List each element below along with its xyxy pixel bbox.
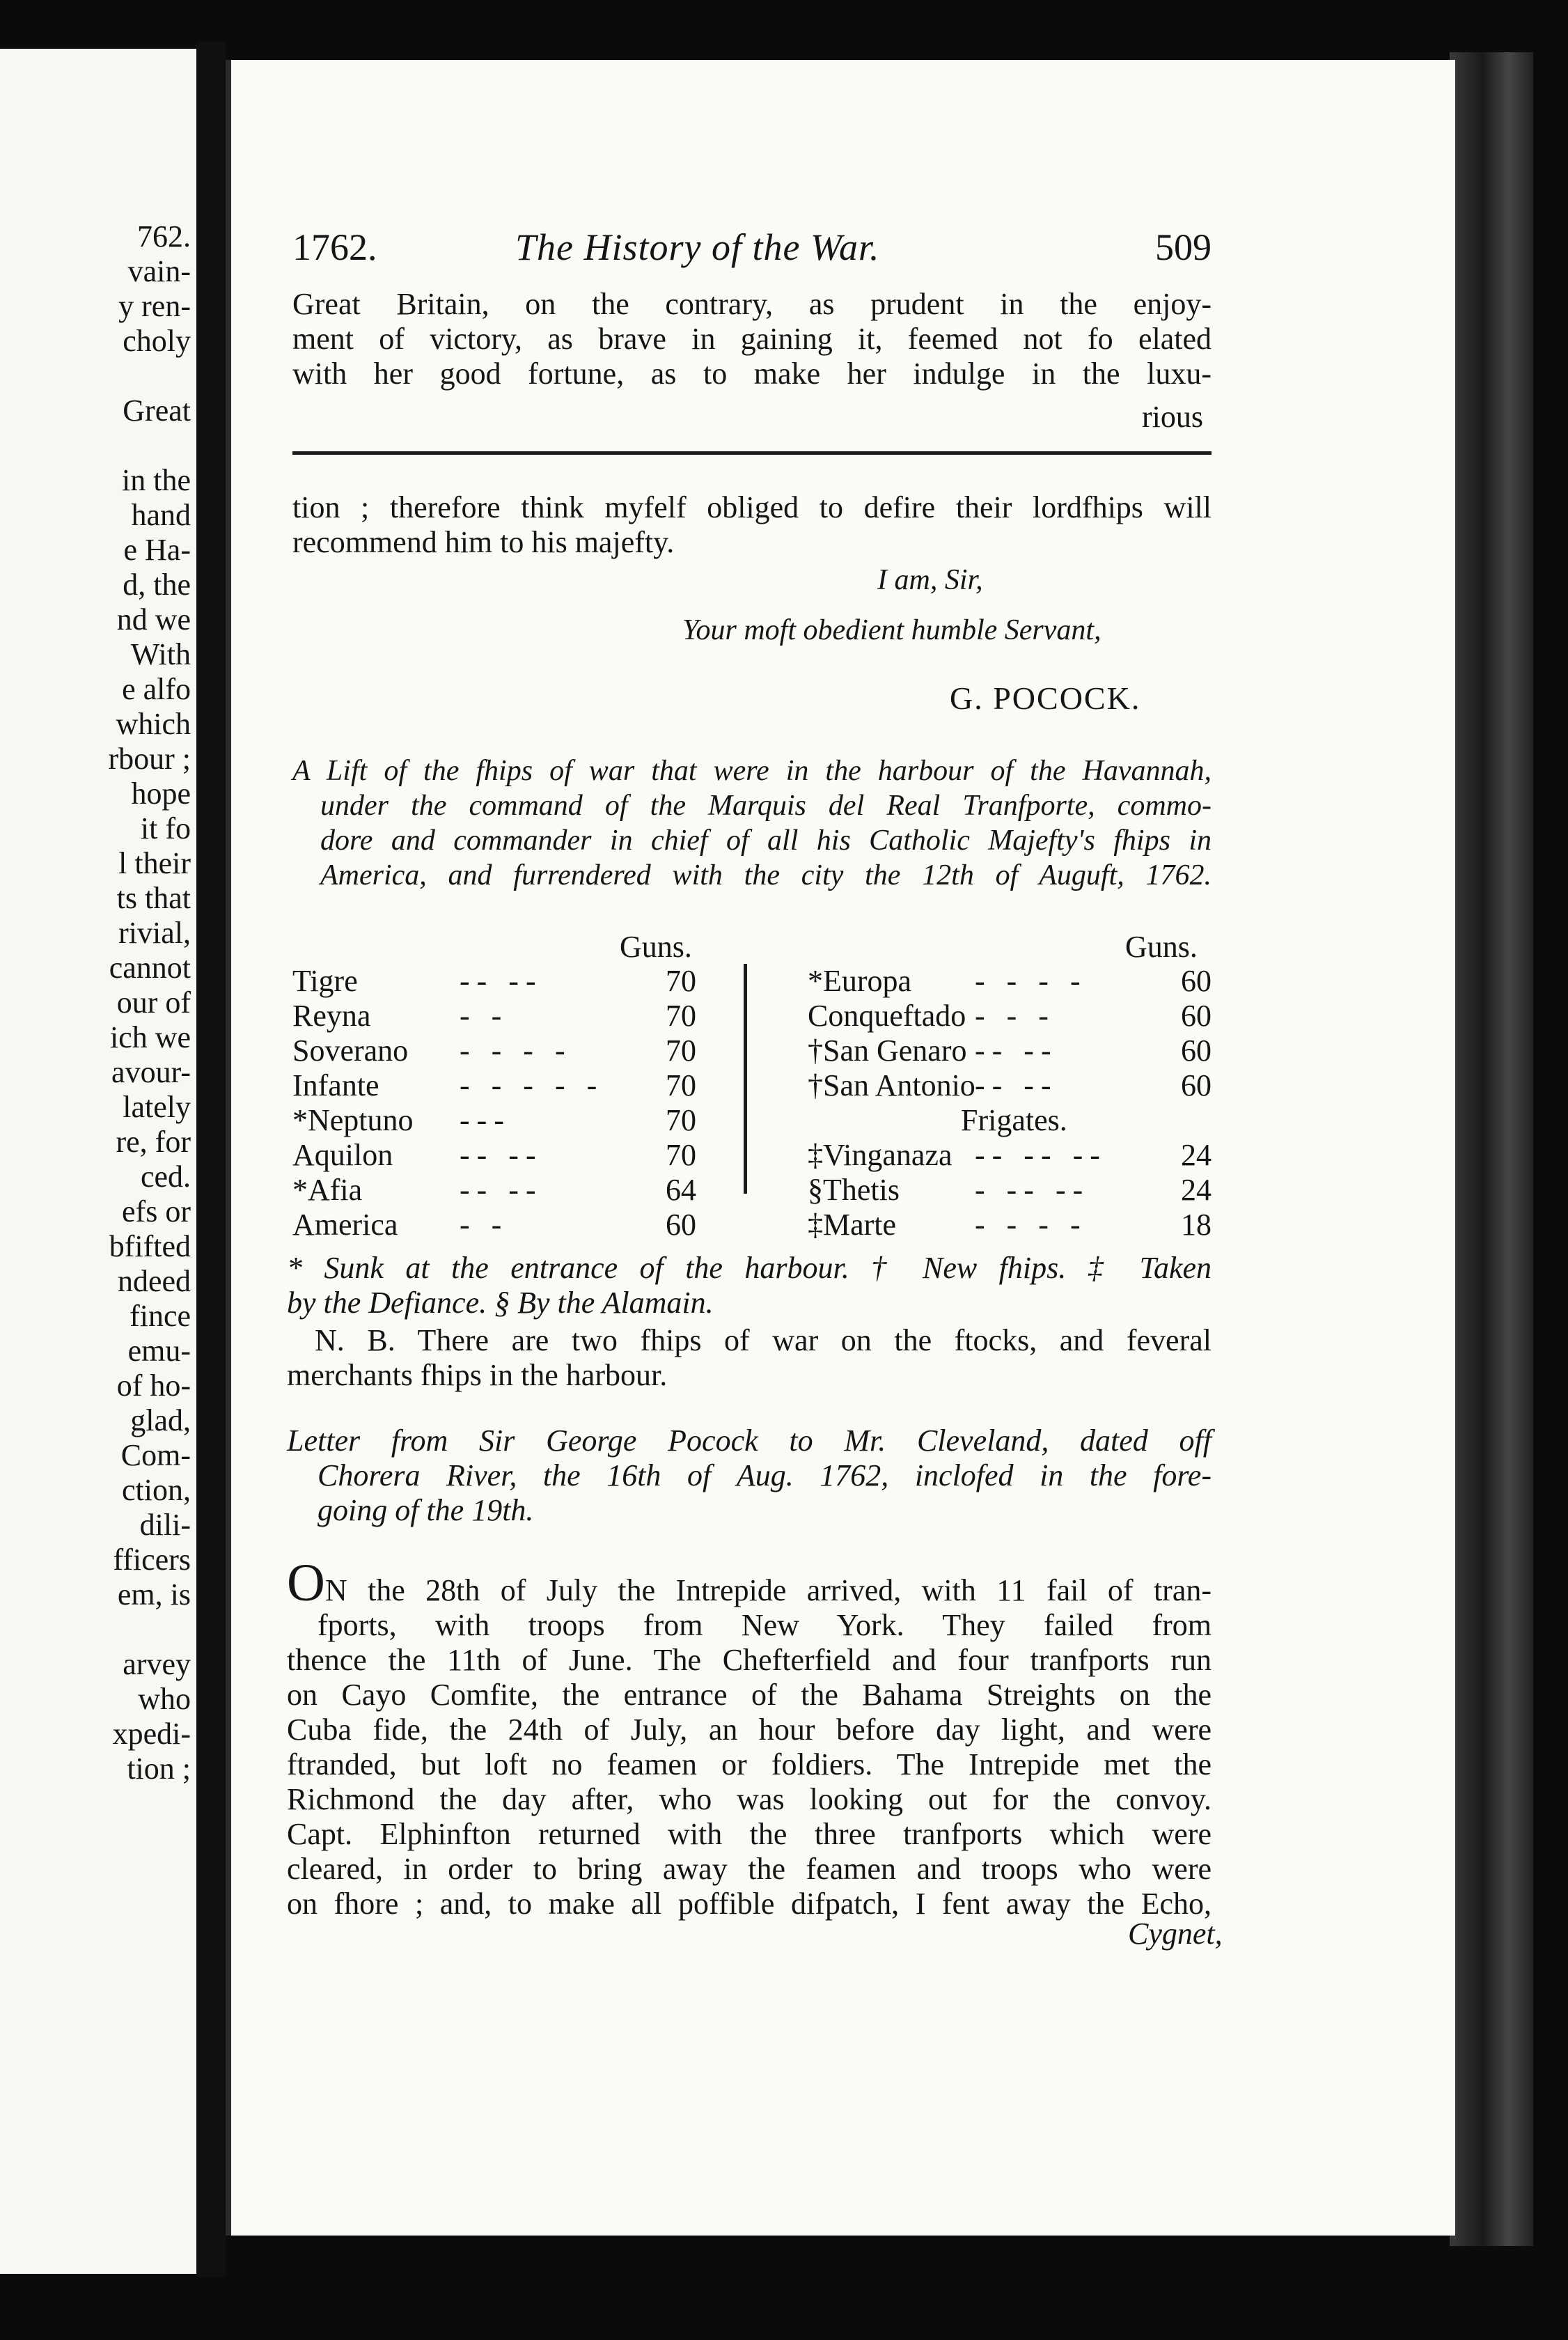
ship-row [808,999,1212,1034]
left-page-fragment-line: hand [131,498,191,532]
leader-dashes: - - - - [975,964,1088,998]
left-page-fragment-line: tion ; [127,1752,191,1786]
ship-list-heading-line: under the command of the Marquis del Real Tranfporte, commo- [320,790,1212,822]
body-line: ftranded, but loft no feamen or foldiers. The Intrepide met the [287,1747,1212,1781]
column-divider [744,964,747,1194]
book-gutter [196,42,226,2277]
leader-dashes: - - - [975,999,1056,1033]
letter-signature: G. POCOCK. [950,680,1141,716]
ship-list-heading-line: America, and furrendered with the city the 12th of Auguft, 1762. [320,859,1212,891]
ship-guns: 60 [1181,999,1212,1033]
letter-heading-line: Chorera River, the 16th of Aug. 1762, inclofed in the fore- [317,1458,1212,1492]
leader-dashes: -- -- [975,1068,1058,1102]
ship-name: †San Genaro [808,1034,967,1068]
left-page-fragment-line: ction, [122,1473,191,1507]
ship-guns: 70 [666,1103,696,1137]
leader-dashes: - - - - - [460,1068,604,1102]
left-page-fragment-line: e Ha- [123,533,191,567]
nota-bene-line: N. B. There are two fhips of war on the ftocks, and feveral [315,1323,1212,1357]
ship-row [808,964,1212,999]
left-page-fragment-line: fficers [113,1543,191,1577]
ships-right-column [808,964,1212,1242]
ship-name: ‡Marte [808,1208,897,1242]
left-page-fragment-line: l their [118,846,191,880]
left-page-fragment-line: fince [130,1299,191,1333]
header-title: The History of the War. [515,226,880,268]
left-page-fragment-line: em, is [117,1577,191,1612]
ship-guns: 60 [1181,1068,1212,1102]
left-page-fragment-line: emu- [127,1334,191,1368]
leader-dashes: - - - - [460,1034,572,1068]
catchword: Cygnet, [1128,1917,1223,1951]
left-page-fragment-line: cannot [109,951,191,985]
ships-of-line-list [808,964,1212,1103]
ship-row [808,1034,1212,1068]
ship-guns: 24 [1181,1173,1212,1207]
ship-guns: 70 [666,1034,696,1068]
footnote-line: by the Defiance. § By the Alamain. [287,1286,714,1320]
left-page-fragment-line: in the [122,463,191,497]
ship-name: Conqueftado [808,999,966,1033]
footnote-line: * Sunk at the entrance of the harbour. † New fhips. ‡ Taken [287,1251,1212,1285]
leader-dashes: --- [460,1103,511,1137]
left-page-fragment-line: rivial, [118,916,191,950]
ship-name: Soverano [292,1034,409,1068]
left-page-fragment-line: ndeed [117,1264,191,1298]
leader-dashes: - - - - [975,1208,1088,1242]
ship-name: America [292,1208,398,1242]
body-line: Richmond the day after, who was looking out for the convoy. [287,1782,1212,1816]
left-page-fragment-line: e alfo [122,672,191,706]
ship-row [292,1068,696,1103]
letter-heading-line: Letter from Sir George Pocock to Mr. Cleveland, dated off [287,1424,1212,1458]
leader-dashes: -- -- [460,1173,543,1207]
nota-bene-line: merchants fhips in the harbour. [287,1358,668,1392]
left-page-fragment-line: dili- [139,1508,191,1542]
left-page-fragment-line: choly [123,324,191,358]
leader-dashes: - -- -- [975,1173,1090,1207]
second-letter-heading [287,1424,1212,1528]
ship-row [808,1068,1212,1103]
left-page-fragment-line: xpedi- [112,1717,191,1751]
top-paragraph-catchword: rious [1142,400,1203,434]
left-page-fragment-line: With [130,637,191,671]
left-page-fragment-line: hope [131,777,191,811]
guns-column-header: Guns. [1125,930,1198,964]
left-page-fragment-line: 762. [137,219,191,254]
left-page-fragment-line: ich we [109,1020,191,1054]
letter-servant: Your moft obedient humble Servant, [682,614,1101,646]
left-page-fragment-line: lately [123,1090,191,1124]
body-line: on Cayo Comfite, the entrance of the Bahama Streights on the [287,1678,1212,1712]
ship-name: §Thetis [808,1173,900,1207]
body-line: cleared, in order to bring away the feamen and troops who were [287,1852,1212,1886]
guns-column-header: Guns. [620,930,692,964]
ship-name: †San Antonio [808,1068,975,1102]
ship-name: Infante [292,1068,379,1102]
ship-row [808,1138,1212,1173]
left-page-fragment-line: nd we [116,602,191,637]
ship-name: Tigre [292,964,358,998]
header-year: 1762. [292,226,377,268]
left-page-fragment-line: efs or [122,1194,191,1228]
ship-guns: 60 [1181,1034,1212,1068]
left-page-fragment [0,49,196,2274]
body-line: thence the 11th of June. The Chefterfield and four tranfports run [287,1643,1212,1677]
leader-dashes: -- -- -- [975,1138,1107,1172]
leader-dashes: -- -- [460,1138,543,1172]
ship-row [292,1034,696,1068]
ship-guns: 70 [666,964,696,998]
left-page-fragment-line: bfifted [109,1229,191,1263]
frigates-label: Frigates. [961,1103,1067,1137]
page-edge [1450,52,1533,2246]
left-page-fragment-line: glad, [130,1403,191,1437]
frigates-list [808,1138,1212,1242]
second-letter-body [287,1554,1212,1921]
ship-row [292,1208,696,1242]
top-paragraph-line: with her good fortune, as to make her indulge in the luxu- [292,357,1212,391]
body-line: Cuba fide, the 24th of July, an hour before day light, and were [287,1713,1212,1747]
body-line: Capt. Elphinfton returned with the three tranfports which were [287,1817,1212,1851]
left-page-fragment-line: ts that [116,881,191,915]
left-page-fragment-line: arvey [123,1647,191,1681]
ship-row [808,1173,1212,1208]
ship-guns: 24 [1181,1138,1212,1172]
left-page-fragment-line: it fo [140,811,191,845]
letter-closing: I am, Sir, [877,564,983,596]
leader-dashes: - - [460,1208,509,1242]
drop-cap: O [287,1554,325,1612]
body-line [287,1554,1212,1612]
ship-row [292,1103,696,1138]
left-page-fragment-line: Great [123,393,191,428]
ship-row [292,1173,696,1208]
ship-name: ‡Vinganaza [808,1138,952,1172]
ship-guns: 60 [1181,964,1212,998]
ship-row [808,1208,1212,1242]
ship-row [292,1138,696,1173]
letter-end-line: tion ; therefore think myfelf obliged to defire their lordfhips will [292,490,1212,524]
left-page-fragment-line: ced. [140,1160,191,1194]
left-page-fragment-line: which [116,707,191,741]
ship-row [292,964,696,999]
ship-name: *Europa [808,964,912,998]
left-page-fragment-line: of ho- [116,1368,191,1403]
leader-dashes: -- -- [975,1034,1058,1068]
ship-list-heading-line: dore and commander in chief of all his Catholic Majefty's fhips in [320,825,1212,857]
nota-bene [287,1323,1212,1393]
left-page-fragment-line: who [138,1682,191,1716]
ship-name: *Afia [292,1173,363,1207]
letter-end-line: recommend him to his majefty. [292,525,675,559]
ship-name: *Neptuno [292,1103,414,1137]
left-page-fragment-line: rbour ; [108,742,191,776]
body-line: fports, with troops from New York. They failed from [317,1608,1212,1642]
ship-list-footnotes [287,1251,1212,1320]
ships-left-column [292,964,696,1242]
ship-list-heading-line: A Lift of the fhips of war that were in the harbour of the Havannah, [292,755,1212,787]
ship-name: Aquilon [292,1138,393,1172]
ship-name: Reyna [292,999,371,1033]
horizontal-rule [292,451,1212,455]
left-page-fragment-line: Com- [120,1438,191,1472]
ship-guns: 60 [666,1208,696,1242]
top-paragraph-line: Great Britain, on the contrary, as prudent in the enjoy- [292,287,1212,321]
page-number: 509 [1155,226,1212,268]
leader-dashes: - - [460,999,509,1033]
left-page-fragment-line: y ren- [118,289,191,323]
left-page-fragment-line: d, the [123,568,191,602]
ship-row [292,999,696,1034]
letter-heading-line: going of the 19th. [317,1493,534,1527]
ship-guns: 70 [666,1068,696,1102]
ship-list-heading [292,754,1212,893]
top-paragraph-line: ment of victory, as brave in gaining it, feemed not fo elated [292,322,1212,356]
ship-guns: 70 [666,1138,696,1172]
left-page-fragment-line: our of [116,985,191,1020]
leader-dashes: -- -- [460,964,543,998]
body-line: on fhore ; and, to make all poffible difpatch, I fent away the Echo, [287,1887,1212,1921]
left-page-fragment-line: avour- [111,1055,191,1089]
ship-guns: 70 [666,999,696,1033]
ship-guns: 64 [666,1173,696,1207]
body-line-text: N the 28th of July the Intrepide arrived, with 11 fail of tran- [324,1573,1212,1607]
left-page-fragment-line: re, for [116,1125,191,1159]
ship-guns: 18 [1181,1208,1212,1242]
left-page-fragment-line: vain- [127,254,191,288]
